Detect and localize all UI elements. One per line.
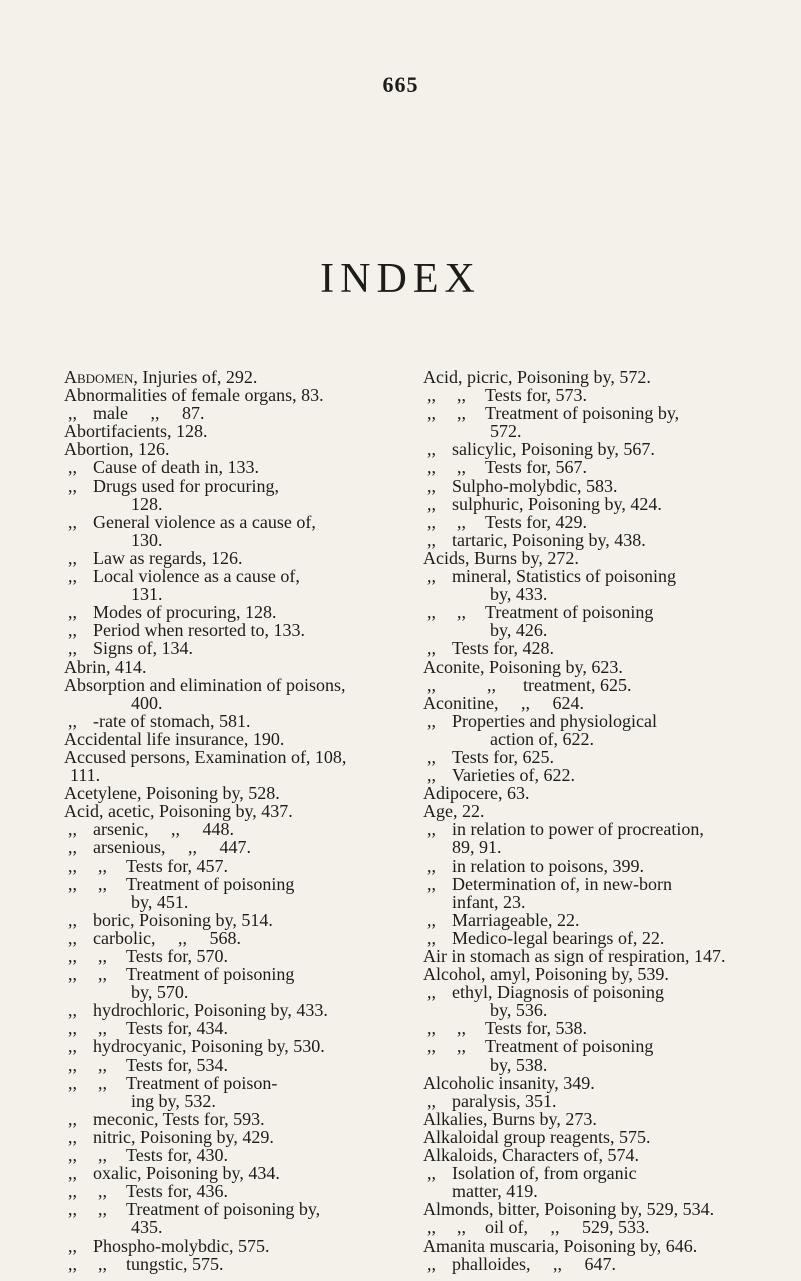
entry-text: Air in stomach as sign of respiration, 147.: [423, 946, 726, 966]
index-entry: [64, 911, 390, 929]
entry-text: arsenious, ,, 447.: [93, 837, 251, 858]
ditto-mark: ,,: [68, 837, 77, 858]
ditto-mark: ,,: [98, 873, 107, 894]
index-entry: [64, 1037, 390, 1055]
ditto-mark: ,,: [98, 946, 107, 966]
index-entry: [423, 585, 747, 603]
ditto-mark: ,,: [68, 1054, 77, 1075]
ditto-mark: ,,: [68, 1163, 77, 1184]
index-entry: [423, 911, 747, 929]
ditto-mark: ,,: [68, 1145, 77, 1166]
entry-text: Law as regards, 126.: [93, 547, 243, 568]
ditto-mark: ,,: [427, 1036, 436, 1057]
ditto-mark: ,,: [68, 710, 77, 731]
index-entry: [423, 784, 747, 802]
index-entry: [423, 676, 747, 694]
index-entry: [423, 1164, 747, 1182]
index-entry: [64, 458, 390, 476]
entry-text: by, 538.: [490, 1054, 548, 1075]
entry-text: sulphuric, Poisoning by, 424.: [452, 493, 662, 514]
ditto-mark: ,,: [427, 1090, 436, 1111]
ditto-mark: ,,: [457, 1018, 466, 1039]
index-entry: [64, 368, 390, 386]
ditto-mark: ,,: [427, 1217, 436, 1238]
index-entry: [64, 1200, 390, 1218]
entry-text: mineral, Statistics of poisoning: [452, 566, 676, 587]
index-entry: [423, 1110, 747, 1128]
index-entry: [64, 639, 390, 657]
index-entry: [64, 730, 390, 748]
entry-text: Acid, acetic, Poisoning by, 437.: [64, 801, 293, 822]
entry-text: Tests for, 429.: [485, 511, 588, 532]
entry-text: Local violence as a cause of,: [93, 566, 300, 587]
ditto-mark: ,,: [98, 1018, 107, 1039]
index-entry: [423, 422, 747, 440]
index-entry: [423, 549, 747, 567]
index-entry: [64, 477, 390, 495]
entry-text: Tests for, 534.: [126, 1054, 229, 1075]
entry-text: Age, 22.: [423, 801, 485, 822]
entry-text: General violence as a cause of,: [93, 511, 316, 532]
ditto-mark: ,,: [487, 674, 496, 695]
index-entry: [64, 658, 390, 676]
index-entry: [423, 621, 747, 639]
ditto-mark: ,,: [427, 927, 436, 948]
entry-text: Treatment of poisoning by,: [126, 1199, 321, 1220]
ditto-mark: ,,: [68, 403, 77, 424]
ditto-mark: ,,: [68, 873, 77, 894]
entry-text: -rate of stomach, 581.: [93, 710, 251, 731]
index-entry: [64, 567, 390, 585]
index-entry: [64, 422, 390, 440]
ditto-mark: ,,: [68, 1018, 77, 1039]
index-entry: [423, 1001, 747, 1019]
entry-text: boric, Poisoning by, 514.: [93, 909, 273, 930]
entry-headword: Abdomen: [64, 367, 134, 387]
ditto-mark: ,,: [457, 1217, 466, 1238]
index-entry: [64, 1056, 390, 1074]
index-entry: [64, 748, 390, 766]
entry-text: Tests for, 573.: [485, 385, 588, 406]
page-title: INDEX: [320, 256, 481, 302]
entry-text: Alcoholic insanity, 349.: [423, 1072, 595, 1093]
index-entry: [423, 1037, 747, 1055]
ditto-mark: ,,: [68, 1036, 77, 1057]
ditto-mark: ,,: [457, 1036, 466, 1057]
index-entry: [64, 1182, 390, 1200]
entry-text: meconic, Tests for, 593.: [93, 1108, 265, 1129]
entry-rest: , Injuries of, 292.: [133, 367, 258, 387]
entry-text: Treatment of poisoning: [126, 873, 295, 894]
index-entry: [64, 1092, 390, 1110]
index-entry: [423, 766, 747, 784]
entry-text: 130.: [131, 529, 163, 550]
entry-text: 572.: [490, 421, 522, 442]
index-entry: [64, 802, 390, 820]
index-entry: [423, 929, 747, 947]
entry-text: ing by, 532.: [131, 1090, 216, 1111]
index-entry: [64, 386, 390, 404]
entry-text: carbolic, ,, 568.: [93, 927, 241, 948]
entry-text: Tests for, 434.: [126, 1018, 229, 1039]
index-entry: [423, 802, 747, 820]
index-entry: [423, 1218, 747, 1236]
ditto-mark: ,,: [98, 1072, 107, 1093]
ditto-mark: ,,: [68, 964, 77, 985]
index-entry: [423, 983, 747, 1001]
ditto-mark: ,,: [98, 964, 107, 985]
ditto-mark: ,,: [68, 457, 77, 478]
index-entry: [423, 1255, 747, 1273]
entry-text: arsenic, ,, 448.: [93, 819, 234, 840]
ditto-mark: ,,: [427, 511, 436, 532]
ditto-mark: ,,: [68, 638, 77, 659]
entry-text: oxalic, Poisoning by, 434.: [93, 1163, 280, 1184]
entry-text: by, 433.: [490, 584, 548, 605]
ditto-mark: ,,: [68, 547, 77, 568]
index-entry: [423, 1019, 747, 1037]
index-entry: [423, 965, 747, 983]
entry-text: Signs of, 134.: [93, 638, 194, 659]
entry-text: by, 426.: [490, 620, 548, 641]
ditto-mark: ,,: [427, 710, 436, 731]
index-entry: [423, 875, 747, 893]
index-entry: [423, 712, 747, 730]
index-entry: [64, 1110, 390, 1128]
index-entry: [64, 549, 390, 567]
index-entry: [423, 440, 747, 458]
ditto-mark: ,,: [98, 1253, 107, 1274]
entry-text: Aconite, Poisoning by, 623.: [423, 656, 623, 677]
ditto-mark: ,,: [68, 566, 77, 587]
ditto-mark: ,,: [68, 511, 77, 532]
ditto-mark: ,,: [457, 385, 466, 406]
ditto-mark: ,,: [68, 855, 77, 876]
ditto-mark: ,,: [427, 873, 436, 894]
ditto-mark: ,,: [427, 475, 436, 496]
ditto-mark: ,,: [427, 746, 436, 767]
entry-text: Drugs used for procuring,: [93, 475, 279, 496]
index-entry: [423, 748, 747, 766]
entry-text: tartaric, Poisoning by, 438.: [452, 529, 646, 550]
entry-text: Absorption and elimination of poisons,: [64, 674, 346, 695]
entry-text: 128.: [131, 493, 163, 514]
entry-text: Determination of, in new-born: [452, 873, 672, 894]
index-entry: [64, 1218, 390, 1236]
ditto-mark: ,,: [427, 403, 436, 424]
page-number: 665: [382, 72, 419, 97]
index-column-right: [423, 368, 747, 1273]
index-entry: [64, 929, 390, 947]
ditto-mark: ,,: [68, 1253, 77, 1274]
ditto-mark: ,,: [457, 403, 466, 424]
ditto-mark: ,,: [68, 475, 77, 496]
index-entry: [423, 694, 747, 712]
entry-text: in relation to poisons, 399.: [452, 855, 644, 876]
index-entry: [423, 1092, 747, 1110]
index-entry: [64, 1019, 390, 1037]
entry-text: Phospho-molybdic, 575.: [93, 1235, 270, 1256]
entry-text: by, 570.: [131, 982, 189, 1003]
entry-text: 435.: [131, 1217, 163, 1238]
entry-text: Acetylene, Poisoning by, 528.: [64, 783, 280, 804]
ditto-mark: ,,: [68, 1235, 77, 1256]
index-entry: [64, 712, 390, 730]
ditto-mark: ,,: [427, 1253, 436, 1274]
index-entry: [64, 784, 390, 802]
index-entry: [423, 1182, 747, 1200]
entry-text: Sulpho-molybdic, 583.: [452, 475, 618, 496]
ditto-mark: ,,: [68, 620, 77, 641]
entry-text: Acid, picric, Poisoning by, 572.: [423, 367, 651, 387]
ditto-mark: ,,: [68, 819, 77, 840]
ditto-mark: ,,: [427, 1163, 436, 1184]
index-entry: [64, 965, 390, 983]
index-entry: [64, 983, 390, 1001]
ditto-mark: ,,: [427, 1018, 436, 1039]
index-entry: [64, 495, 390, 513]
index-entry: [423, 947, 747, 965]
index-entry: [423, 838, 747, 856]
entry-text: Marriageable, 22.: [452, 909, 580, 930]
ditto-mark: ,,: [427, 566, 436, 587]
index-entry: [64, 1074, 390, 1092]
entry-text: Alkaloidal group reagents, 575.: [423, 1126, 651, 1147]
entry-text: Treatment of poison-: [126, 1072, 278, 1093]
entry-text: Alkalies, Burns by, 273.: [423, 1108, 597, 1129]
entry-text: Abrin, 414.: [64, 656, 147, 677]
entry-text: Tests for, 625.: [452, 746, 555, 767]
entry-text: Tests for, 428.: [452, 638, 555, 659]
entry-text: Adipocere, 63.: [423, 783, 530, 804]
index-entry: [64, 1146, 390, 1164]
entry-text: male ,, 87.: [93, 403, 205, 424]
index-entry: [64, 621, 390, 639]
index-entry: [423, 730, 747, 748]
index-entry: [423, 1056, 747, 1074]
entry-text: hydrocyanic, Poisoning by, 530.: [93, 1036, 325, 1057]
index-entry: [423, 1200, 747, 1218]
entry-text: Accused persons, Examination of, 108,: [64, 746, 347, 767]
index-entry: [64, 875, 390, 893]
index-entry: [64, 513, 390, 531]
entry-text: Tests for, 430.: [126, 1145, 229, 1166]
entry-text: infant, 23.: [452, 891, 526, 912]
index-entry: [423, 567, 747, 585]
index-entry: [423, 603, 747, 621]
entry-text: Modes of procuring, 128.: [93, 602, 277, 623]
ditto-mark: ,,: [427, 602, 436, 623]
entry-text: Aconitine, ,, 624.: [423, 692, 584, 713]
entry-text: Almonds, bitter, Poisoning by, 529, 534.: [423, 1199, 715, 1220]
entry-text: [64, 367, 257, 387]
ditto-mark: ,,: [457, 602, 466, 623]
entry-text: ethyl, Diagnosis of poisoning: [452, 982, 664, 1003]
ditto-mark: ,,: [98, 1145, 107, 1166]
entry-text: Tests for, 436.: [126, 1181, 229, 1202]
entry-text: Alcohol, amyl, Poisoning by, 539.: [423, 964, 669, 985]
ditto-mark: ,,: [68, 1108, 77, 1129]
entry-text: Treatment of poisoning: [485, 602, 654, 623]
ditto-mark: ,,: [68, 602, 77, 623]
index-entry: [423, 658, 747, 676]
index-entry: [64, 838, 390, 856]
entry-text: paralysis, 351.: [452, 1090, 557, 1111]
index-entry: [423, 531, 747, 549]
entry-text: Tests for, 457.: [126, 855, 229, 876]
entry-text: Medico-legal bearings of, 22.: [452, 927, 665, 948]
entry-text: nitric, Poisoning by, 429.: [93, 1126, 274, 1147]
index-entry: [64, 676, 390, 694]
ditto-mark: ,,: [68, 909, 77, 930]
entry-text: Accidental life insurance, 190.: [64, 728, 285, 749]
index-entry: [64, 1128, 390, 1146]
entry-text: 400.: [131, 692, 163, 713]
ditto-mark: ,,: [457, 457, 466, 478]
ditto-mark: ,,: [68, 1199, 77, 1220]
entry-text: Abnormalities of female organs, 83.: [64, 385, 324, 406]
entry-text: Alkaloids, Characters of, 574.: [423, 1145, 639, 1166]
ditto-mark: ,,: [427, 529, 436, 550]
index-entry: [423, 477, 747, 495]
entry-text: Treatment of poisoning by,: [485, 403, 680, 424]
index-entry: [64, 820, 390, 838]
ditto-mark: ,,: [98, 855, 107, 876]
ditto-mark: ,,: [98, 1054, 107, 1075]
index-entry: [423, 820, 747, 838]
index-entry: [423, 1128, 747, 1146]
ditto-mark: ,,: [98, 1181, 107, 1202]
entry-text: tungstic, 575.: [126, 1253, 224, 1274]
ditto-mark: ,,: [68, 946, 77, 966]
ditto-mark: ,,: [427, 909, 436, 930]
index-entry: [423, 893, 747, 911]
ditto-mark: ,,: [427, 819, 436, 840]
index-entry: [423, 513, 747, 531]
index-entry: [423, 368, 747, 386]
index-entry: [64, 603, 390, 621]
entry-text: action of, 622.: [490, 728, 594, 749]
entry-text: Varieties of, 622.: [452, 765, 575, 786]
entry-text: Tests for, 570.: [126, 946, 229, 966]
ditto-mark: ,,: [68, 1000, 77, 1021]
index-entry: [423, 639, 747, 657]
entry-text: treatment, 625.: [523, 674, 632, 695]
entry-text: Tests for, 538.: [485, 1018, 588, 1039]
entry-text: by, 451.: [131, 891, 189, 912]
entry-text: 131.: [131, 584, 163, 605]
index-entry: [423, 404, 747, 422]
index-entry: [64, 1237, 390, 1255]
entry-text: in relation to power of procreation,: [452, 819, 704, 840]
entry-text: Cause of death in, 133.: [93, 457, 259, 478]
index-entry: [423, 386, 747, 404]
ditto-mark: ,,: [68, 1181, 77, 1202]
entry-text: Amanita muscaria, Poisoning by, 646.: [423, 1235, 698, 1256]
ditto-mark: ,,: [457, 511, 466, 532]
index-entry: [64, 694, 390, 712]
index-entry: [64, 1001, 390, 1019]
ditto-mark: ,,: [427, 982, 436, 1003]
ditto-mark: ,,: [68, 1126, 77, 1147]
entry-text: oil of, ,, 529, 533.: [485, 1217, 650, 1238]
ditto-mark: ,,: [427, 457, 436, 478]
index-entry: [423, 857, 747, 875]
index-entry: [423, 1146, 747, 1164]
entry-text: Isolation of, from organic: [452, 1163, 637, 1184]
ditto-mark: ,,: [427, 493, 436, 514]
index-entry: [64, 857, 390, 875]
index-entry: [64, 766, 390, 784]
entry-text: Abortion, 126.: [64, 439, 170, 460]
entry-text: Acids, Burns by, 272.: [423, 547, 579, 568]
entry-text: Tests for, 567.: [485, 457, 588, 478]
index-entry: [64, 404, 390, 422]
index-entry: [423, 495, 747, 513]
index-entry: [423, 1237, 747, 1255]
entry-text: matter, 419.: [452, 1181, 538, 1202]
ditto-mark: ,,: [427, 638, 436, 659]
ditto-mark: ,,: [427, 765, 436, 786]
index-entry: [64, 947, 390, 965]
entry-text: phalloides, ,, 647.: [452, 1253, 616, 1274]
index-entry: [64, 531, 390, 549]
ditto-mark: ,,: [427, 385, 436, 406]
ditto-mark: ,,: [98, 1199, 107, 1220]
ditto-mark: ,,: [68, 1072, 77, 1093]
entry-text: Properties and physiological: [452, 710, 657, 731]
entry-text: Period when resorted to, 133.: [93, 620, 305, 641]
entry-text: Abortifacients, 128.: [64, 421, 208, 442]
ditto-mark: ,,: [427, 855, 436, 876]
index-entry: [423, 1074, 747, 1092]
index-column-left: [64, 368, 390, 1273]
index-entry: [423, 458, 747, 476]
entry-text: salicylic, Poisoning by, 567.: [452, 439, 655, 460]
entry-text: hydrochloric, Poisoning by, 433.: [93, 1000, 328, 1021]
ditto-mark: ,,: [427, 674, 436, 695]
index-entry: [64, 1164, 390, 1182]
index-entry: [64, 893, 390, 911]
entry-text: Treatment of poisoning: [126, 964, 295, 985]
entry-text: by, 536.: [490, 1000, 548, 1021]
entry-text: 111.: [70, 765, 101, 786]
ditto-mark: ,,: [427, 439, 436, 460]
index-entry: [64, 585, 390, 603]
index-entry: [64, 440, 390, 458]
entry-text: Treatment of poisoning: [485, 1036, 654, 1057]
index-entry: [64, 1255, 390, 1273]
ditto-mark: ,,: [68, 927, 77, 948]
entry-text: 89, 91.: [452, 837, 502, 858]
